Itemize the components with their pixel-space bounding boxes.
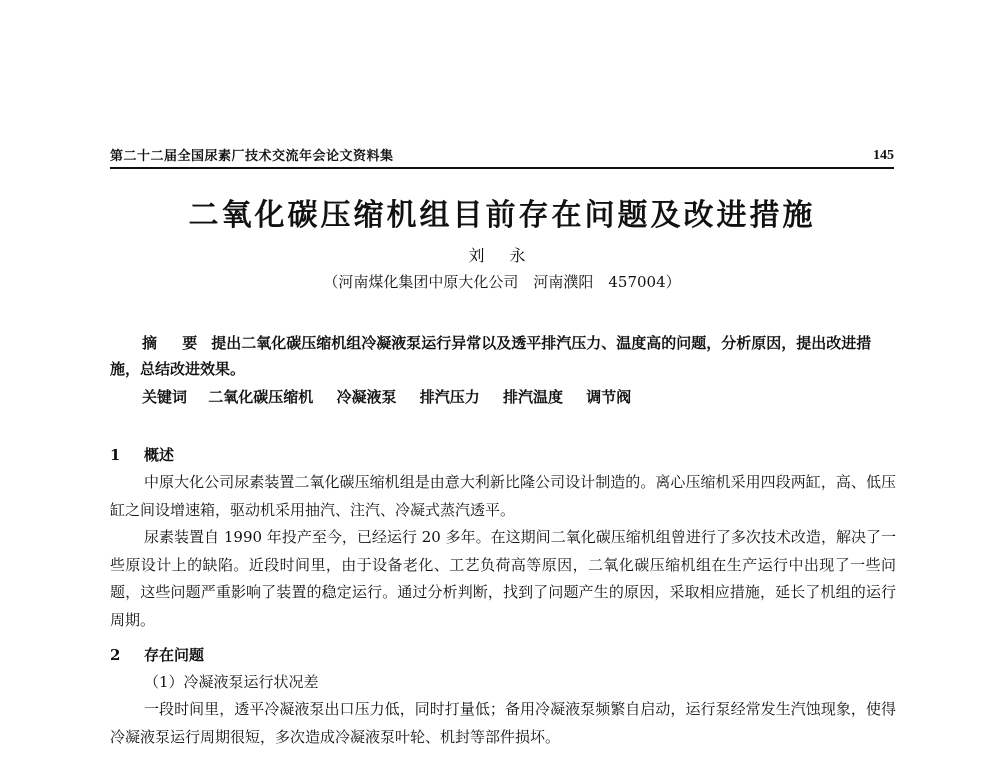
subsection-heading: （1）冷凝液泵运行状况差 (144, 673, 319, 691)
paper-author: 刘 永 (468, 246, 536, 265)
section-heading (110, 442, 174, 468)
keyword: 调节阀 (586, 388, 632, 406)
paper-title: 二氧化碳压缩机组目前存在问题及改进措施 (188, 198, 816, 233)
author-affiliation: （河南煤化集团中原大化公司 河南濮阳 457004） (323, 273, 681, 291)
body-paragraph: 尿素装置自 1990 年投产至今，已经运行 20 多年。在这期间二氧化碳压缩机组曾进行了多次技术改造，解决了一些原设计上的缺陷。近段时间里，由于设备老化、工艺负荷高等原因，二氧化碳压缩机组在生产运行中出现了一些问题，这些问题严重影响了装置的稳定运行。通过分析判断，找到了问题产生的原因，采取相应措施，延长了机组的运行周期。 (110, 528, 896, 629)
abstract-text: 提出二氧化碳压缩机组冷凝液泵运行异常以及透平排汽压力、温度高的问题，分析原因，提出改进措施，总结改进效果。 (110, 334, 872, 378)
abstract (110, 330, 896, 382)
keywords-label: 关键词 (142, 388, 188, 406)
keyword: 排汽压力 (419, 388, 480, 406)
page-number: 145 (873, 148, 894, 163)
section-number: 1 (110, 446, 121, 464)
section-heading (110, 642, 204, 668)
keyword: 二氧化碳压缩机 (208, 388, 314, 406)
running-header (110, 143, 894, 169)
abstract-label: 摘 要 (142, 334, 208, 352)
body-paragraph: 一段时间里，透平冷凝液泵出口压力低，同时打量低；备用冷凝液泵频繁自启动，运行泵经常发生汽蚀现象，使得冷凝液泵运行周期很短，多次造成冷凝液泵叶轮、机封等部件损坏。 (110, 700, 896, 746)
keywords (142, 384, 896, 410)
keyword: 排汽温度 (503, 388, 564, 406)
section-number: 2 (110, 646, 121, 664)
journal-name: 第二十二届全国尿素厂技术交流年会论文资料集 (110, 149, 394, 164)
section-title: 存在问题 (144, 646, 205, 664)
keyword: 冷凝液泵 (336, 388, 397, 406)
body-paragraph: 中原大化公司尿素装置二氧化碳压缩机组是由意大利新比隆公司设计制造的。离心压缩机采用四段两缸，高、低压缸之间设增速箱，驱动机采用抽汽、注汽、冷凝式蒸汽透平。 (110, 473, 896, 519)
section-title: 概述 (144, 446, 175, 464)
